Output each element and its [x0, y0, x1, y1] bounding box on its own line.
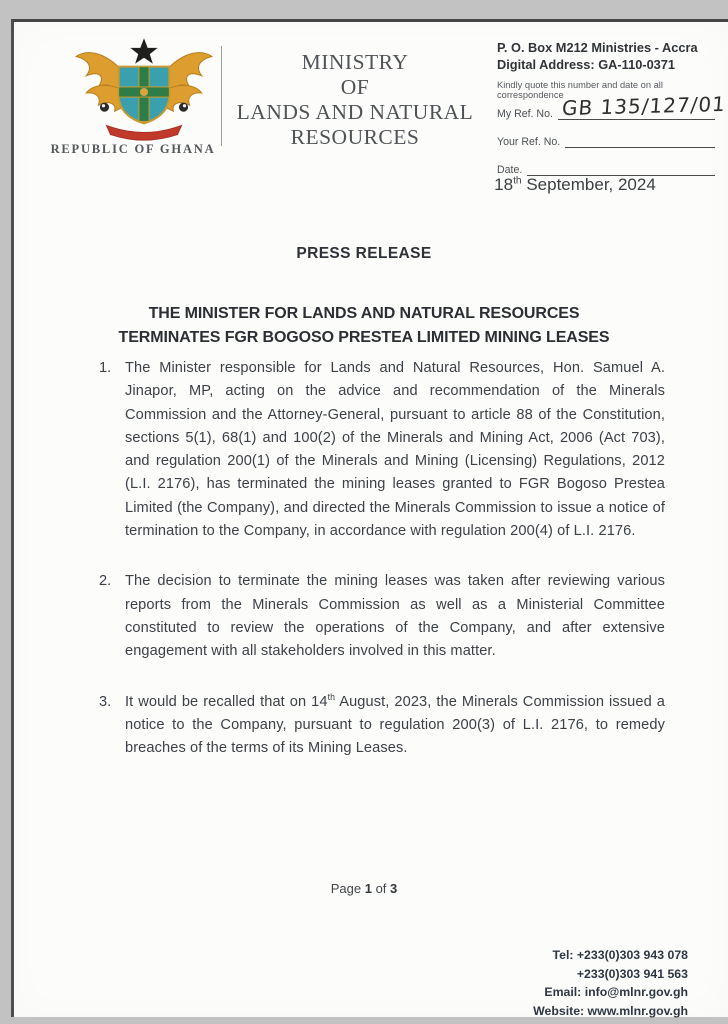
- header-divider: [221, 46, 222, 146]
- page-current-number: 1: [364, 881, 372, 896]
- paragraph-text: [125, 691, 665, 761]
- paragraph-number: 3.: [99, 693, 112, 710]
- paragraph-text: The decision to terminate the mining leases was taken after reviewing various reports from the Minerals Commission as well as a Ministerial Committee constituted to review the operations of the Company, and after extensive engagement with all stakeholders involved in this matter.: [125, 573, 665, 660]
- main-heading-line1: THE MINISTER FOR LANDS AND NATURAL RESOURCES: [148, 305, 580, 322]
- my-ref-handwritten-value: GB 135/127/01: [561, 91, 727, 121]
- date-underline: [527, 162, 715, 176]
- ministry-title-line: LANDS AND NATURAL: [236, 100, 474, 124]
- paragraph-text-post: August, 2023, the Minerals Commission issued a notice to the Company, pursuant to regulation 200(3) of L.I. 2176, to remedy breaches of the terms of its Mining Leases.: [125, 693, 665, 757]
- page-total-number: 3: [390, 881, 398, 896]
- page-word: Page: [330, 881, 365, 896]
- paragraph-text-pre: It would be recalled that on 14: [125, 693, 328, 710]
- my-ref-underline: [558, 91, 727, 121]
- page-number-footer: [0, 881, 728, 896]
- quote-note: Kindly quote this number and date on all correspondence: [497, 80, 663, 100]
- your-ref-underline: [565, 134, 715, 148]
- letter-date: [450, 175, 700, 195]
- letter-date-ordinal: th: [513, 175, 522, 187]
- press-release-title: PRESS RELEASE: [296, 245, 432, 262]
- ministry-title-line: RESOURCES: [290, 125, 420, 149]
- my-ref-label: My Ref. No.: [497, 108, 553, 120]
- paragraph-number: 1.: [99, 360, 112, 376]
- letter-date-rest: September, 2024: [521, 175, 656, 194]
- date-label: Date.: [497, 164, 523, 176]
- letterhead-contact-block: [497, 40, 727, 176]
- my-ref-row: [497, 91, 727, 121]
- your-ref-row: [497, 134, 715, 148]
- ministry-title-line: OF: [340, 75, 370, 99]
- main-heading: [40, 302, 688, 349]
- date-row: [497, 162, 715, 176]
- footer-email-line: Email: info@mlnr.gov.gh: [544, 985, 688, 999]
- po-box-line: P. O. Box M212 Ministries - Accra: [497, 40, 698, 55]
- paragraph-number: 2.: [99, 573, 112, 590]
- body-paragraphs: [99, 357, 665, 787]
- paragraph-text: The Minister responsible for Lands and Natural Resources, Hon. Samuel A. Jinapor, MP, acting on the advice and recommendation of the Minerals Commission and the Attorney-General, pursuant to article 88 of the Constitution, sections 5(1), 68(1) and 100(2) of the Minerals and Mining Act, 2006 (Act 703), and regulation 200(1) of the Minerals and Mining (Licensing) Regulations, 2012 (L.I. 2176), has terminated the mining leases granted to FGR Bogoso Prestea Limited (the Company), and directed the Minerals Commission to issue a notice of termination to the Company, in accordance with regulation 200(4) of L.I. 2176.: [125, 360, 665, 540]
- letter-date-day: 18: [494, 175, 514, 194]
- your-ref-label: Your Ref. No.: [497, 136, 561, 148]
- paragraph-1: [99, 357, 665, 543]
- paragraph-3: [99, 691, 665, 761]
- ghana-coat-of-arms-icon: [68, 36, 220, 148]
- digital-address-line: Digital Address: GA-110-0371: [497, 56, 676, 72]
- ministry-title: [236, 50, 474, 150]
- of-word: of: [371, 881, 391, 896]
- paragraph-2: [99, 570, 665, 663]
- paragraph-ordinal: th: [327, 691, 336, 702]
- republic-of-ghana-caption: REPUBLIC OF GHANA: [50, 142, 216, 156]
- contact-footer: [388, 946, 688, 1020]
- footer-website-line: Website: www.mlnr.gov.gh: [533, 1003, 688, 1018]
- ministry-title-line: MINISTRY: [301, 50, 409, 74]
- footer-tel-line1: Tel: +233(0)303 943 078: [552, 948, 688, 962]
- footer-tel-line2: +233(0)303 941 563: [576, 966, 688, 981]
- main-heading-line2: TERMINATES FGR BOGOSO PRESTEA LIMITED MINING LEASES: [118, 328, 610, 346]
